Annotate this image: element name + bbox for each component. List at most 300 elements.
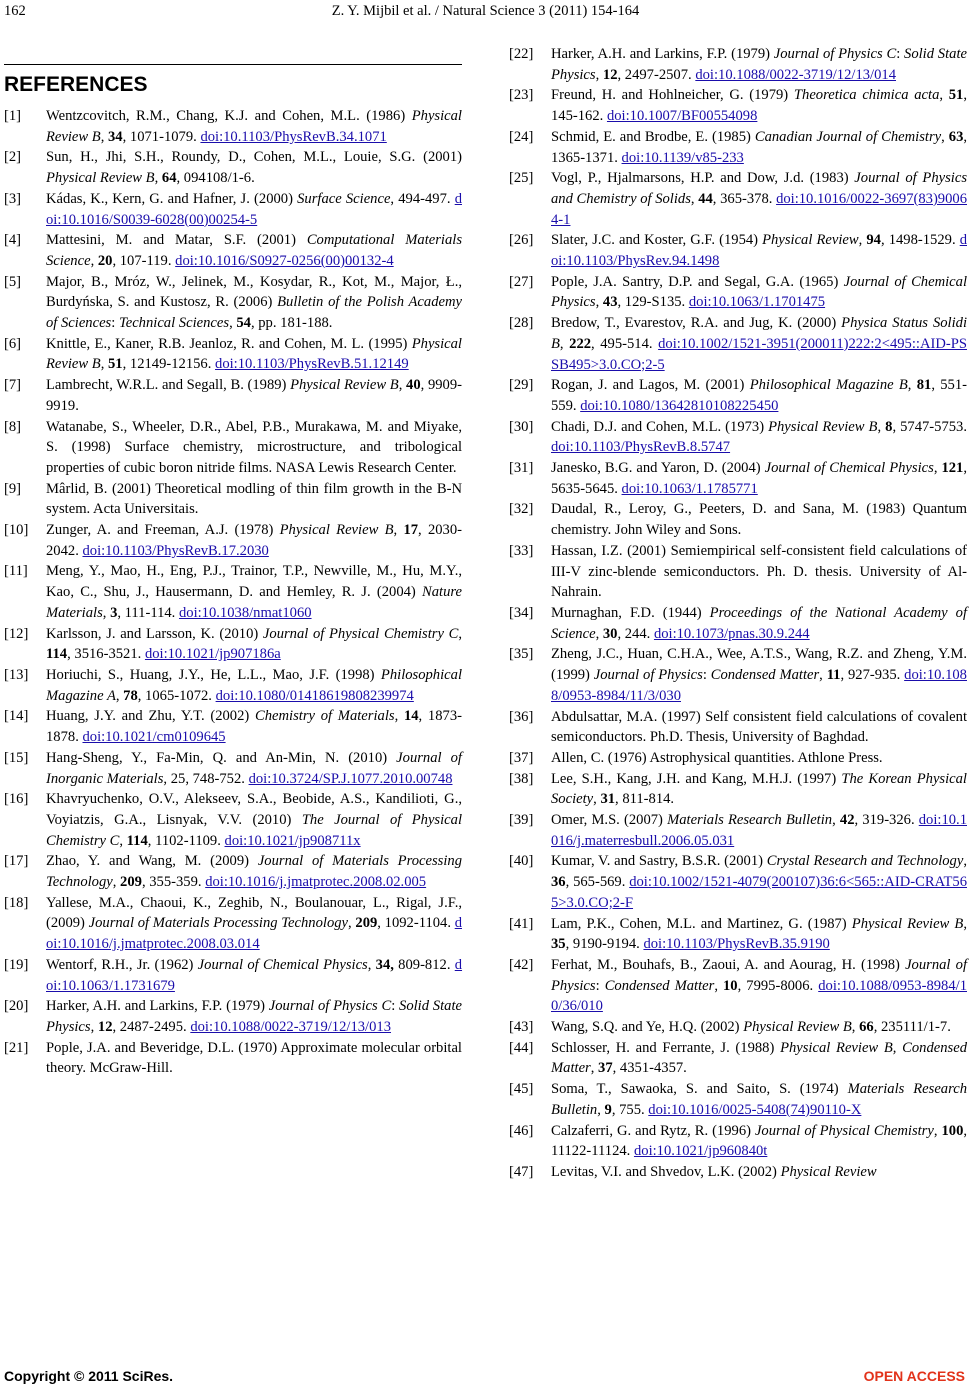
reference-item <box>509 458 967 499</box>
doi-link[interactable]: doi:10.1002/1521-3951(200011)222:2<495::AID-PSSB495>3.0.CO;2-5 <box>551 335 967 373</box>
reference-text: , 12149-12156. <box>122 356 216 373</box>
reference-text: , <box>154 170 162 187</box>
reference-text: , 551-559. <box>551 377 968 414</box>
reference-item <box>4 520 462 561</box>
reference-volume: 11 <box>826 667 841 684</box>
reference-number: [22] <box>509 46 534 62</box>
reference-item <box>509 769 967 810</box>
reference-volume: 35 <box>551 936 566 953</box>
doi-link[interactable]: doi:10.1139/v85-233 <box>621 149 744 166</box>
reference-journal: Chemistry of Materials <box>254 708 395 725</box>
reference-item <box>4 479 462 520</box>
reference-number: [44] <box>509 1039 534 1056</box>
reference-text: , <box>939 87 949 104</box>
reference-text: , <box>907 377 917 394</box>
reference-item <box>4 106 462 147</box>
doi-link[interactable]: doi:10.1103/PhysRevB.51.12149 <box>215 356 409 373</box>
reference-item <box>509 127 967 168</box>
reference-text: Sun, H., Jhi, S.H., Roundy, D., Cohen, M.L., Louie, S.G. (2001) <box>46 149 462 166</box>
reference-text: , 2497-2507. <box>617 66 696 83</box>
reference-volume: 209 <box>355 915 378 932</box>
reference-text: , 365-378. <box>712 190 777 207</box>
reference-text: Vogl, P., Hjalmarsons, H.P. and Dow, J.d. (1983) <box>551 170 855 187</box>
reference-number: [47] <box>509 1163 534 1180</box>
reference-text: Allen, C. (1976) Astrophysical quantities. Athlone Press. <box>551 749 883 766</box>
doi-link[interactable]: doi:10.3724/SP.J.1077.2010.00748 <box>248 770 453 787</box>
reference-number: [10] <box>4 522 29 539</box>
reference-number: [15] <box>4 749 29 766</box>
reference-volume: 12 <box>97 1018 113 1035</box>
reference-text: , 244. <box>617 625 654 642</box>
doi-link[interactable]: doi:10.1103/PhysRevB.34.1071 <box>200 128 387 145</box>
reference-text: : <box>111 315 119 332</box>
reference-text: , 2487-2495. <box>112 1018 191 1035</box>
reference-volume: 36 <box>551 874 566 891</box>
reference-item <box>509 955 967 1017</box>
reference-number: [26] <box>509 232 534 249</box>
reference-text: , <box>690 190 699 207</box>
reference-volume: 3 <box>110 604 118 621</box>
reference-volume: 222 <box>569 335 592 352</box>
reference-item <box>509 230 967 271</box>
reference-text: : <box>391 998 400 1015</box>
reference-text: , <box>458 625 462 642</box>
doi-link[interactable]: doi:10.1088/0022-3719/12/13/014 <box>695 66 896 83</box>
page-footer <box>0 1368 971 1388</box>
reference-text: Soma, T., Sawaoka, S. and Saito, S. (1974) <box>551 1081 848 1098</box>
reference-text: Knittle, E., Kaner, R.B. Jeanloz, R. and Cohen, M. L. (1995) <box>46 335 412 352</box>
doi-link[interactable]: doi:10.1021/cm0109645 <box>82 729 226 746</box>
reference-item <box>509 272 967 313</box>
reference-text: Yallese, M.A., Chaoui, K., Zeghib, N., Boulanouar, L., Rigal, J.F., (2009) <box>46 894 462 932</box>
reference-text: Mattesini, M. and Matar, S.F. (2001) <box>46 232 307 249</box>
reference-journal: Journal of Physics C <box>773 46 897 62</box>
reference-text: Horiuchi, S., Huang, J.Y., He, L.L., Mao, J.F. (1998) <box>46 666 381 683</box>
reference-text: Chadi, D.J. and Cohen, M.L. (1973) <box>551 418 769 435</box>
reference-text: , <box>119 832 127 849</box>
reference-text: , 9190-9194. <box>565 936 644 953</box>
reference-journal: Materials Research Bulletin <box>551 1081 968 1118</box>
reference-text: Huang, J.Y. and Zhu, Y.T. (2002) <box>46 708 255 725</box>
reference-volume: 51 <box>108 356 123 373</box>
reference-item <box>4 665 462 706</box>
reference-number: [8] <box>4 418 22 435</box>
doi-link[interactable]: doi:10.1021/jp960840t <box>633 1143 768 1160</box>
reference-journal: Physical Review B <box>279 522 394 539</box>
reference-number: [23] <box>509 87 534 104</box>
doi-link[interactable]: doi:10.1016/j.jmatprotec.2008.02.005 <box>205 874 427 891</box>
reference-number: [30] <box>509 418 534 435</box>
reference-text: , 1092-1104. <box>377 915 455 932</box>
reference-number: [39] <box>509 812 534 829</box>
reference-text: , 7995-8006. <box>737 977 819 994</box>
reference-volume: 209 <box>120 874 142 891</box>
reference-journal: Computational Materials Science <box>46 232 462 269</box>
reference-number: [28] <box>509 315 534 332</box>
reference-journal: Bulletin of the Polish Academy of Sciences <box>46 294 462 332</box>
reference-text: : <box>702 667 711 684</box>
reference-number: [19] <box>4 956 29 973</box>
reference-item <box>4 189 462 230</box>
reference-text: , <box>90 1018 98 1035</box>
reference-text: , <box>367 956 376 973</box>
right-column <box>509 44 967 1183</box>
reference-item <box>509 313 967 375</box>
reference-volume: 114 <box>46 646 68 663</box>
reference-text: Zhao, Y. and Wang, M. (2009) <box>46 853 258 870</box>
doi-link[interactable]: doi:10.1080/01418619808239974 <box>215 687 414 704</box>
reference-journal: Proceedings of the National Academy of Science <box>551 604 967 642</box>
reference-number: [34] <box>509 604 534 621</box>
section-rule <box>4 64 462 65</box>
reference-journal: Journal of Physics <box>593 667 703 684</box>
reference-text: , 3516-3521. <box>67 646 145 663</box>
reference-number: [20] <box>4 998 29 1015</box>
reference-text: , 1365-1371. <box>551 128 968 166</box>
reference-journal: Physical Review <box>762 232 859 249</box>
reference-text: , 755. <box>611 1101 649 1118</box>
reference-number: [1] <box>4 108 22 124</box>
reference-number: [17] <box>4 853 29 870</box>
reference-text: , 565-569. <box>565 874 630 891</box>
doi-link[interactable]: doi:10.1016/j.materresbull.2006.05.031 <box>551 812 967 849</box>
doi-link[interactable]: doi:10.1088/0953-8984/10/36/010 <box>551 977 967 1015</box>
reference-text: , 319-326. <box>854 812 919 829</box>
reference-text: Bredow, T., Evarestov, R.A. and Jug, K. (2000) <box>551 315 842 332</box>
reference-text: , 5635-5645. <box>551 460 967 497</box>
reference-number: [9] <box>4 480 22 497</box>
reference-item <box>509 810 967 851</box>
doi-link[interactable]: doi:10.1063/1.1701475 <box>688 294 826 311</box>
doi-link[interactable]: doi:10.1080/13642810108225450 <box>580 397 779 414</box>
reference-text: , <box>595 66 603 83</box>
reference-journal: Physical Review B <box>768 418 878 435</box>
reference-item <box>509 375 967 416</box>
doi-link[interactable]: doi:10.1073/pnas.30.9.244 <box>653 625 810 642</box>
reference-text: , 094108/1-6. <box>176 170 255 187</box>
reference-journal: Philosophical Magazine B <box>749 377 908 394</box>
reference-text: , 235111/1-7. <box>873 1019 951 1036</box>
reference-number: [2] <box>4 149 22 166</box>
reference-volume: 34 <box>108 128 123 145</box>
reference-number: [31] <box>509 460 534 477</box>
reference-number: [16] <box>4 791 29 808</box>
doi-link[interactable]: doi:10.1063/1.1785771 <box>621 480 758 497</box>
reference-journal: Physical Review B, Condensed Matter <box>551 1039 968 1077</box>
reference-item <box>4 334 462 375</box>
reference-item <box>509 748 967 769</box>
reference-item <box>4 1038 462 1079</box>
reference-item <box>509 541 967 603</box>
reference-number: [21] <box>4 1039 29 1056</box>
reference-text: , 11122-11124. <box>551 1122 968 1160</box>
page-header <box>0 0 971 26</box>
reference-text: , <box>851 1019 860 1036</box>
reference-volume: 94 <box>866 232 881 249</box>
reference-item <box>509 603 967 644</box>
doi-link[interactable]: doi:10.1103/PhysRevB.35.9190 <box>643 936 830 953</box>
reference-text: , <box>100 356 108 373</box>
reference-journal: Physical Review B <box>46 335 462 373</box>
reference-number: [6] <box>4 335 22 352</box>
reference-journal: Condensed Matter <box>710 667 820 684</box>
reference-text: Kumar, V. and Sastry, B.S.R. (2001) <box>551 853 767 870</box>
reference-item <box>509 44 967 85</box>
reference-journal: Journal of Chemical Physics <box>764 460 934 477</box>
reference-text: , 111-114. <box>117 604 179 621</box>
doi-link[interactable]: doi:10.1103/PhysRevB.8.5747 <box>551 439 731 456</box>
reference-text: Daudal, R., Leroy, G., Peeters, D. and Sana, M. (1983) Quantum chemistry. John Wiley and Sons. <box>551 501 967 539</box>
reference-text: Murnaghan, F.D. (1944) <box>551 604 710 621</box>
reference-volume: 12 <box>602 66 618 83</box>
doi-link[interactable]: doi:10.1016/0022-3697(83)90064-1 <box>551 190 967 228</box>
reference-item <box>509 1038 967 1079</box>
reference-number: [5] <box>4 273 22 290</box>
reference-volume: 63 <box>948 128 964 145</box>
reference-volume: 31 <box>600 791 616 808</box>
reference-number: [38] <box>509 770 534 787</box>
reference-number: [3] <box>4 190 22 207</box>
doi-link[interactable]: doi:10.1103/PhysRev.94.1498 <box>551 232 967 270</box>
reference-text: , <box>590 1060 599 1077</box>
reference-number: [24] <box>509 128 534 145</box>
reference-item <box>509 914 967 955</box>
reference-text: , <box>393 522 404 539</box>
reference-text: , <box>102 604 111 621</box>
doi-link[interactable]: doi:10.1016/S0927-0256(00)00132-4 <box>175 252 394 269</box>
doi-link[interactable]: doi:10.1103/PhysRevB.17.2030 <box>82 542 269 559</box>
reference-text: , 5747-5753. <box>892 418 967 435</box>
reference-journal: Journal of Physical Chemistry C <box>262 625 459 642</box>
reference-number: [13] <box>4 666 29 683</box>
doi-link[interactable]: doi:10.1021/jp907186a <box>144 646 281 663</box>
reference-number: [40] <box>509 853 534 870</box>
reference-number: [12] <box>4 625 29 642</box>
reference-journal: Journal of Chemical Physics <box>197 956 368 973</box>
reference-text: , <box>100 128 108 145</box>
reference-number: [4] <box>4 232 22 249</box>
reference-journal: Physical Review B <box>290 377 399 394</box>
doi-link[interactable]: doi:10.1088/0953-8984/11/3/030 <box>551 667 967 704</box>
reference-text: Slater, J.C. and Koster, G.F. (1954) <box>551 232 763 249</box>
reference-volume: 9 <box>604 1101 612 1118</box>
reference-number: [45] <box>509 1081 534 1098</box>
reference-volume: 42 <box>839 812 855 829</box>
reference-text: Freund, H. and Hohlneicher, G. (1979) <box>551 87 794 104</box>
reference-volume: 14 <box>403 708 419 725</box>
reference-item <box>4 561 462 623</box>
reference-text: , <box>858 232 867 249</box>
reference-text: Levitas, V.I. and Shvedov, L.K. (2002) <box>551 1163 781 1180</box>
reference-journal: Materials Research Bulletin <box>667 812 833 829</box>
reference-text: Wentzcovitch, R.M., Chang, K.J. and Cohen, M.L. (1986) <box>46 108 412 124</box>
reference-item <box>509 644 967 706</box>
reference-number: [29] <box>509 377 534 394</box>
reference-text: , 927-935. <box>840 667 905 684</box>
reference-journal: Theoretica chimica acta <box>793 87 940 104</box>
reference-journal: The Journal of Physical Chemistry C <box>46 811 462 849</box>
reference-text: , <box>394 708 404 725</box>
reference-text: , 1102-1109. <box>147 832 225 849</box>
reference-text: Mârlid, B. (2001) Theoretical modling of thin film growth in the B-N system. Acta Universitais. <box>46 480 462 518</box>
reference-item <box>509 499 967 540</box>
doi-link[interactable]: doi:10.1007/BF00554098 <box>606 108 758 125</box>
reference-volume: 66 <box>859 1019 874 1036</box>
doi-link[interactable]: doi:10.1021/jp908711x <box>224 832 361 849</box>
reference-number: [33] <box>509 542 534 559</box>
reference-item <box>4 851 462 892</box>
doi-link[interactable]: doi:10.1002/1521-4079(200107)36:6<565::AID-CRAT565>3.0.CO;2-F <box>551 874 967 911</box>
reference-text: , <box>941 128 949 145</box>
reference-text: Rogan, J. and Lagos, M. (2001) <box>551 377 750 394</box>
reference-journal: Journal of Physics and Chemistry of Solids <box>551 170 967 207</box>
reference-journal: Journal of Physics <box>551 956 967 994</box>
reference-journal: Philosophical Magazine A <box>46 666 462 704</box>
reference-text: Zunger, A. and Freeman, A.J. (1978) <box>46 522 280 539</box>
reference-text: Ferhat, M., Bouhafs, B., Zaoui, A. and Aourag, H. (1998) <box>551 956 906 973</box>
reference-text: Lambrecht, W.R.L. and Segall, B. (1989) <box>46 377 291 394</box>
reference-number: [37] <box>509 749 534 766</box>
reference-text: , 9909-9919. <box>46 377 462 414</box>
left-column <box>4 44 462 1079</box>
reference-item <box>4 789 462 851</box>
reference-item <box>509 1121 967 1162</box>
reference-text: Schlosser, H. and Ferrante, J. (1988) <box>551 1039 781 1056</box>
reference-text: Omer, M.S. (2007) <box>551 812 668 829</box>
reference-text: , <box>229 315 237 332</box>
reference-text: Hang-Sheng, Y., Fa-Min, Q. and An-Min, N. (2010) <box>46 749 397 766</box>
reference-text: Wentorf, R.H., Jr. (1962) <box>46 956 198 973</box>
reference-item <box>4 706 462 747</box>
doi-link[interactable]: doi:10.1016/S0039-6028(00)00254-5 <box>46 190 462 228</box>
reference-item <box>509 85 967 126</box>
reference-item <box>509 1162 967 1183</box>
reference-item <box>4 272 462 334</box>
reference-text: , <box>877 418 886 435</box>
reference-text: , 1873-1878. <box>46 708 462 746</box>
doi-link[interactable]: doi:10.1016/j.jmatprotec.2008.03.014 <box>46 915 462 953</box>
reference-text: , 1065-1072. <box>137 687 216 704</box>
reference-volume: 8 <box>885 418 893 435</box>
reference-text: : <box>896 46 905 62</box>
reference-text: , 107-119. <box>112 252 176 269</box>
reference-journal: Physical Review <box>780 1163 877 1180</box>
reference-text: , 494-497. <box>390 190 455 207</box>
reference-journal: Physical Review B <box>851 915 964 932</box>
reference-volume: 34, <box>375 956 399 973</box>
reference-text: Kádas, K., Kern, G. and Hafner, J. (2000) <box>46 190 298 207</box>
reference-text: , 1498-1529. <box>880 232 960 249</box>
doi-link[interactable]: doi:10.1088/0022-3719/12/13/013 <box>190 1018 391 1035</box>
reference-item <box>509 1017 967 1038</box>
reference-text: , 129-S135. <box>617 294 689 311</box>
reference-number: [43] <box>509 1019 534 1036</box>
doi-link[interactable]: doi:10.1038/nmat1060 <box>178 604 312 621</box>
reference-text: : <box>595 977 605 994</box>
reference-item <box>4 748 462 789</box>
reference-item <box>509 851 967 913</box>
reference-text: , 2030-2042. <box>46 522 463 559</box>
reference-text: , <box>933 460 942 477</box>
reference-volume: 44 <box>698 190 713 207</box>
reference-number: [11] <box>4 563 28 580</box>
reference-number: [32] <box>509 501 534 518</box>
doi-link[interactable]: doi:10.1063/1.1731679 <box>46 956 463 994</box>
reference-text: , <box>963 853 967 870</box>
reference-text: , <box>595 294 603 311</box>
reference-text: , <box>112 874 121 891</box>
reference-volume: 37 <box>598 1060 613 1077</box>
reference-journal: Physical Review B <box>46 108 462 145</box>
reference-text: , 495-514. <box>591 335 659 352</box>
reference-text: , 1071-1079. <box>122 128 201 145</box>
reference-journal: The Korean Physical Society <box>551 770 967 808</box>
reference-journal: Journal of Materials Processing Technology <box>88 915 349 932</box>
reference-journal: Physica Status Solidi B <box>551 315 968 352</box>
reference-text: , <box>348 915 356 932</box>
reference-number: [14] <box>4 708 29 725</box>
reference-journal: Nature Materials <box>46 584 462 621</box>
reference-text: , <box>933 1122 942 1139</box>
reference-text: Lam, P.K., Cohen, M.L. and Martinez, G. (1987) <box>551 915 852 932</box>
reference-text: Wang, S.Q. and Ye, H.Q. (2002) <box>551 1019 744 1036</box>
reference-journal: Canadian Journal of Chemistry <box>754 128 942 145</box>
reference-volume: 30 <box>602 625 618 642</box>
reference-journal: Crystal Research and Technology <box>766 853 964 870</box>
reference-text: , <box>963 915 967 932</box>
reference-volume: 100 <box>941 1122 964 1139</box>
reference-number: [18] <box>4 894 29 911</box>
reference-volume: 81 <box>916 377 932 394</box>
reference-number: [25] <box>509 170 534 187</box>
reference-volume: 40 <box>406 377 421 394</box>
reference-text: Janesko, B.G. and Yaron, D. (2004) <box>551 460 765 477</box>
reference-text: Harker, A.H. and Larkins, F.P. (1979) <box>551 46 774 62</box>
reference-volume: 10 <box>723 977 738 994</box>
reference-text: , <box>595 625 603 642</box>
reference-volume: 121 <box>941 460 964 477</box>
reference-volume: 114 <box>126 832 148 849</box>
reference-volume: 54 <box>236 315 251 332</box>
reference-item <box>4 955 462 996</box>
reference-volume: 78 <box>123 687 138 704</box>
reference-journal: Technical Sciences <box>118 315 230 332</box>
section-title: REFERENCES <box>4 73 148 96</box>
reference-number: [42] <box>509 956 534 973</box>
reference-text: , 4351-4357. <box>612 1060 687 1077</box>
reference-journal: Physical Review B <box>46 170 155 187</box>
reference-text: Pople, J.A. Santry, D.P. and Segal, G.A. (1965) <box>551 273 844 290</box>
reference-volume: 43 <box>602 294 618 311</box>
copyright-notice: Copyright © 2011 SciRes. <box>4 1368 174 1384</box>
reference-text: , <box>597 1101 605 1118</box>
reference-text: , 145-162. <box>551 87 967 125</box>
reference-text: 809-812. <box>398 956 455 973</box>
reference-text: , <box>714 977 723 994</box>
reference-item <box>4 375 462 416</box>
reference-item <box>4 996 462 1037</box>
reference-number: [35] <box>509 646 534 663</box>
reference-text: Karlsson, J. and Larsson, K. (2010) <box>46 625 263 642</box>
reference-item <box>509 707 967 748</box>
open-access-label: OPEN ACCESS <box>863 1368 965 1384</box>
reference-text: Schmid, E. and Brodbe, E. (1985) <box>551 128 755 145</box>
reference-number: [41] <box>509 915 534 932</box>
reference-journal: Surface Science <box>297 190 391 207</box>
doi-link[interactable]: doi:10.1016/0025-5408(74)90110-X <box>648 1101 862 1118</box>
reference-journal: Journal of Physical Chemistry <box>754 1122 934 1139</box>
page-number: 162 <box>4 3 26 19</box>
